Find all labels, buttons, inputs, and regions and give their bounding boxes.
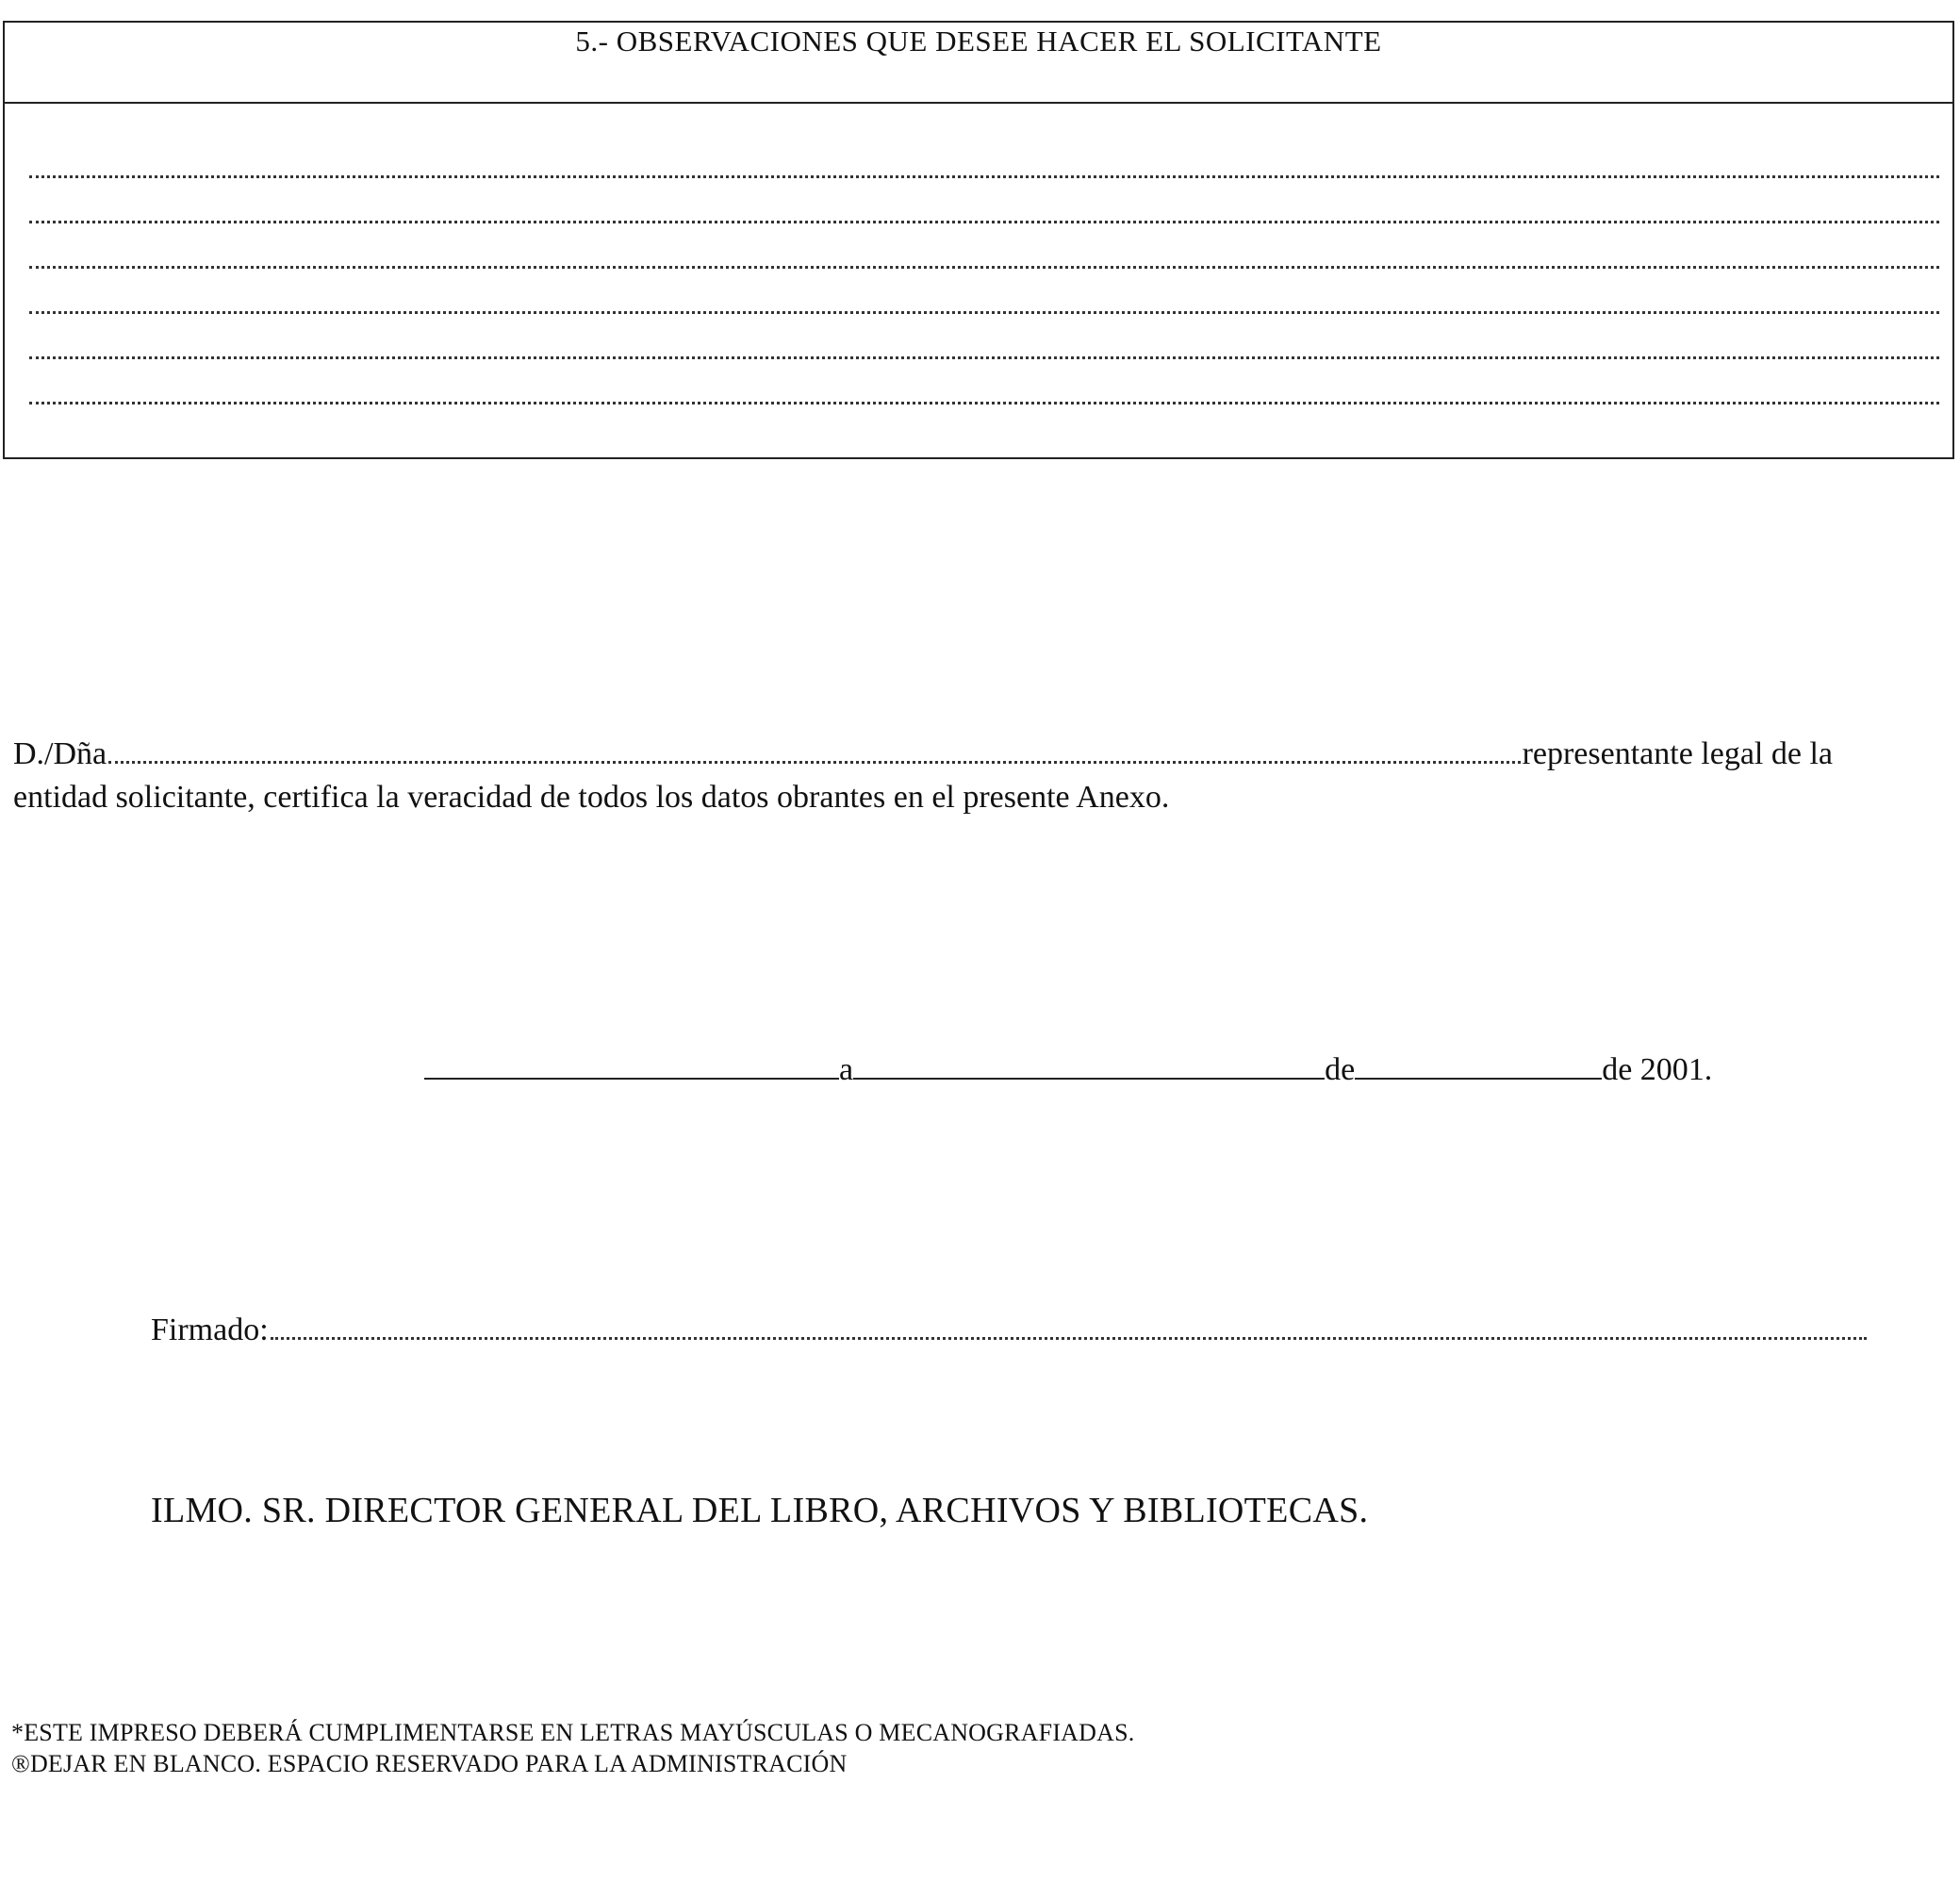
- declaration-line-2: entidad solicitante, certifica la veracidad de todos los datos obrantes en el presente Anexo.: [13, 780, 1170, 815]
- month-field[interactable]: [1355, 1044, 1602, 1080]
- observation-line-6[interactable]: [29, 402, 1939, 404]
- signature-field[interactable]: [271, 1337, 1867, 1340]
- date-word-de: de: [1325, 1052, 1356, 1087]
- footnote-reserved: ®DEJAR EN BLANCO. ESPACIO RESERVADO PARA LA ADMINISTRACIÓN: [11, 1750, 848, 1777]
- observation-line-1[interactable]: [29, 175, 1939, 178]
- representative-name-field[interactable]: [108, 761, 1520, 764]
- addressee: ILMO. SR. DIRECTOR GENERAL DEL LIBRO, ARCHIVOS Y BIBLIOTECAS.: [151, 1491, 1369, 1530]
- date-word-a: a: [839, 1052, 854, 1087]
- observations-box: [3, 21, 1954, 459]
- place-field[interactable]: [424, 1044, 839, 1080]
- observation-line-3[interactable]: [29, 266, 1939, 269]
- footnote-uppercase: *ESTE IMPRESO DEBERÁ CUMPLIMENTARSE EN LETRAS MAYÚSCULAS O MECANOGRAFIADAS.: [11, 1719, 1135, 1746]
- declaration-suffix: representante legal de la: [1522, 736, 1833, 771]
- observation-line-5[interactable]: [29, 356, 1939, 359]
- date-year: de 2001.: [1602, 1052, 1713, 1087]
- signature-line: [151, 1312, 1867, 1348]
- observation-line-4[interactable]: [29, 311, 1939, 314]
- date-line: [424, 1044, 1712, 1088]
- day-field[interactable]: [853, 1044, 1325, 1080]
- declaration-paragraph: [13, 733, 1936, 819]
- observations-title: 5.- OBSERVACIONES QUE DESEE HACER EL SOLICITANTE: [5, 23, 1952, 104]
- signature-label: Firmado:: [151, 1312, 269, 1347]
- observation-line-2[interactable]: [29, 221, 1939, 223]
- declaration-prefix: D./Dña: [13, 736, 107, 771]
